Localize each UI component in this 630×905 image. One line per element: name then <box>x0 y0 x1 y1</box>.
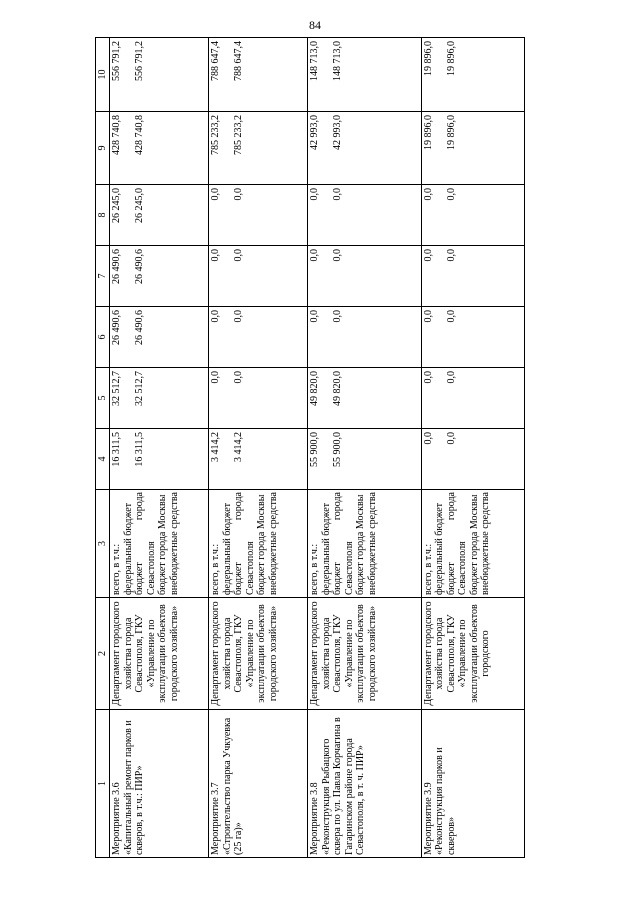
amount-city: 0,0 <box>233 188 245 201</box>
amount-city: 26 245,0 <box>134 188 146 223</box>
source-city-name: Севастополя <box>343 541 355 595</box>
amount-federal <box>434 432 446 487</box>
amount-cell <box>421 38 524 112</box>
amount-total: 0,0 <box>309 310 321 323</box>
amount-city: 0,0 <box>445 188 457 201</box>
source-federal: федеральный бюджет <box>434 502 446 595</box>
amount-total: 0,0 <box>422 310 434 323</box>
amount-federal <box>321 371 333 426</box>
amount-federal <box>321 115 333 182</box>
amount-city: 26 490,6 <box>134 249 146 284</box>
amount-total: 42 993,0 <box>309 115 321 150</box>
amount-federal <box>434 41 446 109</box>
amount-federal <box>123 115 135 182</box>
amount-federal <box>434 115 446 182</box>
budget-table <box>95 37 525 858</box>
header-cell: 6 <box>96 307 110 368</box>
amount-cell <box>209 307 308 368</box>
amount-total: 0,0 <box>210 249 222 262</box>
amount-total: 0,0 <box>210 371 222 384</box>
measure-title: Мероприятие 3.7 <box>210 782 222 855</box>
amount-cell <box>110 429 209 490</box>
source-moscow: бюджет города Москвы <box>355 494 367 595</box>
amount-total: 16 311,5 <box>111 432 123 467</box>
amount-total: 428 740,8 <box>111 115 123 155</box>
amount-federal <box>434 249 446 304</box>
header-cell: 7 <box>96 246 110 307</box>
amount-city: 0,0 <box>445 310 457 323</box>
amount-cell <box>421 429 524 490</box>
header-row <box>96 38 110 858</box>
amount-cell <box>209 38 308 112</box>
source-city: бюджет города <box>233 492 245 595</box>
source-city-name: Севастополя <box>244 541 256 595</box>
source-offbudget: внебюджетные средства <box>267 492 279 595</box>
source-moscow: бюджет города Москвы <box>157 494 169 595</box>
amount-cell <box>308 185 421 246</box>
measure-title: Мероприятие 3.9 <box>422 782 434 855</box>
amount-city: 0,0 <box>233 249 245 262</box>
amount-total: 0,0 <box>422 249 434 262</box>
amount-federal <box>222 41 234 109</box>
source-moscow: бюджет города Москвы <box>468 494 480 595</box>
amount-cell <box>421 307 524 368</box>
amount-city: 0,0 <box>233 310 245 323</box>
measure-row <box>209 38 308 858</box>
amount-cell <box>308 307 421 368</box>
amount-total: 0,0 <box>309 188 321 201</box>
amount-federal <box>222 188 234 243</box>
amount-total: 26 490,6 <box>111 310 123 345</box>
amount-cell <box>308 368 421 429</box>
amount-federal <box>123 41 135 109</box>
amount-total: 556 791,2 <box>111 41 123 81</box>
header-cell: 2 <box>96 598 110 710</box>
header-cell: 1 <box>96 710 110 858</box>
measure-name-cell <box>308 710 421 858</box>
amount-federal <box>321 310 333 365</box>
measure-row <box>308 38 421 858</box>
amount-federal <box>222 115 234 182</box>
amount-city: 785 233,2 <box>233 115 245 155</box>
amount-cell <box>308 112 421 185</box>
amount-federal <box>123 432 135 487</box>
amount-federal <box>123 310 135 365</box>
amount-federal <box>222 249 234 304</box>
amount-total: 0,0 <box>422 188 434 201</box>
source-total: всего, в т.ч.: <box>422 543 434 595</box>
source-total: всего, в т.ч.: <box>309 543 321 595</box>
amount-total: 785 233,2 <box>210 115 222 155</box>
amount-city: 19 896,0 <box>445 115 457 150</box>
amount-cell <box>209 112 308 185</box>
measure-row <box>421 38 524 858</box>
amount-cell <box>209 429 308 490</box>
amount-federal <box>123 249 135 304</box>
amount-federal <box>222 432 234 487</box>
amount-cell <box>110 38 209 112</box>
source-city-name: Севастополя <box>457 541 469 595</box>
source-offbudget: внебюджетные средства <box>480 492 492 595</box>
measure-description: «Реконструкция Рыбацкого сквера по ул. Павла Корчагина в Гагаринском районе города Севастополя, в т. ч. ПИР» <box>320 717 367 855</box>
amount-federal <box>434 371 446 426</box>
funding-sources-cell <box>308 490 421 598</box>
executor-cell: Департамент городского хозяйства города Севастополя, ГКУ «Управление по эксплуатации объектов городского хозяйства» <box>110 598 209 710</box>
executor-cell: Департамент городского хозяйства города Севастополя, ГКУ «Управление по эксплуатации объектов городского хозяйства» <box>209 598 308 710</box>
source-moscow: бюджет города Москвы <box>256 494 268 595</box>
amount-federal <box>321 249 333 304</box>
source-federal: федеральный бюджет <box>122 502 134 595</box>
funding-sources-cell <box>209 490 308 598</box>
header-cell: 3 <box>96 490 110 598</box>
source-city-name: Севастополя <box>145 541 157 595</box>
amount-total: 32 512,7 <box>111 371 123 406</box>
measure-row <box>110 38 209 858</box>
source-offbudget: внебюджетные средства <box>366 492 378 595</box>
measure-name-cell <box>110 710 209 858</box>
measure-title: Мероприятие 3.8 <box>309 782 321 855</box>
amount-cell <box>110 307 209 368</box>
amount-cell <box>209 368 308 429</box>
amount-city: 26 490,6 <box>134 310 146 345</box>
amount-total: 19 896,0 <box>422 41 434 76</box>
amount-cell <box>308 429 421 490</box>
amount-cell <box>110 112 209 185</box>
amount-city: 0,0 <box>332 310 344 323</box>
amount-city: 3 414,2 <box>233 432 245 462</box>
amount-total: 26 490,6 <box>111 249 123 284</box>
source-total: всего, в т.ч.: <box>210 543 222 595</box>
amount-cell <box>110 185 209 246</box>
measure-description: «Реконструкция парков и скверов» <box>434 747 457 855</box>
measure-name-cell <box>209 710 308 858</box>
amount-federal <box>321 188 333 243</box>
page-number: 84 <box>309 18 321 32</box>
amount-cell <box>421 185 524 246</box>
amount-city: 428 740,8 <box>134 115 146 155</box>
amount-total: 3 414,2 <box>210 432 222 462</box>
amount-city: 788 647,4 <box>233 41 245 81</box>
amount-cell <box>209 185 308 246</box>
amount-cell <box>308 38 421 112</box>
amount-federal <box>321 432 333 487</box>
amount-city: 0,0 <box>445 432 457 445</box>
amount-city: 556 791,2 <box>134 41 146 81</box>
amount-cell <box>421 246 524 307</box>
amount-total: 19 896,0 <box>422 115 434 150</box>
amount-federal <box>222 371 234 426</box>
measure-description: «Строительство парка Учкуевка (25 га)» <box>221 717 245 855</box>
header-cell: 9 <box>96 112 110 185</box>
amount-total: 55 900,0 <box>309 432 321 467</box>
amount-cell <box>209 246 308 307</box>
amount-federal <box>222 310 234 365</box>
amount-total: 0,0 <box>210 310 222 323</box>
amount-total: 0,0 <box>422 371 434 384</box>
executor-cell: Департамент городского хозяйства города Севастополя, ГКУ «Управление по эксплуатации объектов городского <box>421 598 524 710</box>
amount-cell <box>421 112 524 185</box>
amount-cell <box>308 246 421 307</box>
source-city: бюджет города <box>332 492 344 595</box>
executor-cell: Департамент городского хозяйства города Севастополя, ГКУ «Управление по эксплуатации объектов городского хозяйства» <box>308 598 421 710</box>
measure-title: Мероприятие 3.6 <box>111 782 123 855</box>
amount-federal <box>321 41 333 109</box>
amount-city: 0,0 <box>233 371 245 384</box>
source-city: бюджет города <box>134 492 146 595</box>
amount-total: 0,0 <box>422 432 434 445</box>
funding-sources-cell <box>421 490 524 598</box>
measure-description: «Капитальный ремонт парков и скверов, в т.ч.: ПИР» <box>122 720 146 855</box>
header-cell: 5 <box>96 368 110 429</box>
amount-city: 148 713,0 <box>332 41 344 81</box>
amount-total: 26 245,0 <box>111 188 123 223</box>
rotated-table-wrapper <box>95 38 525 858</box>
header-cell: 8 <box>96 185 110 246</box>
source-total: всего, в т.ч.: <box>111 543 123 595</box>
source-offbudget: внебюджетные средства <box>168 492 180 595</box>
amount-total: 788 647,4 <box>210 41 222 81</box>
amount-cell <box>110 246 209 307</box>
measure-name-cell <box>421 710 524 858</box>
amount-city: 42 993,0 <box>332 115 344 150</box>
amount-total: 0,0 <box>210 188 222 201</box>
source-city: бюджет города <box>445 492 457 595</box>
amount-city: 55 900,0 <box>332 432 344 467</box>
amount-city: 32 512,7 <box>134 371 146 406</box>
amount-federal <box>434 188 446 243</box>
amount-cell <box>421 368 524 429</box>
source-federal: федеральный бюджет <box>320 502 332 595</box>
amount-federal <box>123 188 135 243</box>
amount-total: 148 713,0 <box>309 41 321 81</box>
amount-city: 19 896,0 <box>445 41 457 76</box>
amount-federal <box>123 371 135 426</box>
amount-federal <box>434 310 446 365</box>
source-federal: федеральный бюджет <box>221 502 233 595</box>
amount-city: 0,0 <box>332 249 344 262</box>
amount-city: 16 311,5 <box>134 432 146 467</box>
table-body <box>96 38 525 858</box>
amount-city: 0,0 <box>332 188 344 201</box>
amount-total: 49 820,0 <box>309 371 321 406</box>
amount-total: 0,0 <box>309 249 321 262</box>
header-cell: 4 <box>96 429 110 490</box>
amount-city: 49 820,0 <box>332 371 344 406</box>
amount-cell <box>110 368 209 429</box>
funding-sources-cell <box>110 490 209 598</box>
amount-city: 0,0 <box>445 371 457 384</box>
amount-city: 0,0 <box>445 249 457 262</box>
header-cell: 10 <box>96 38 110 112</box>
